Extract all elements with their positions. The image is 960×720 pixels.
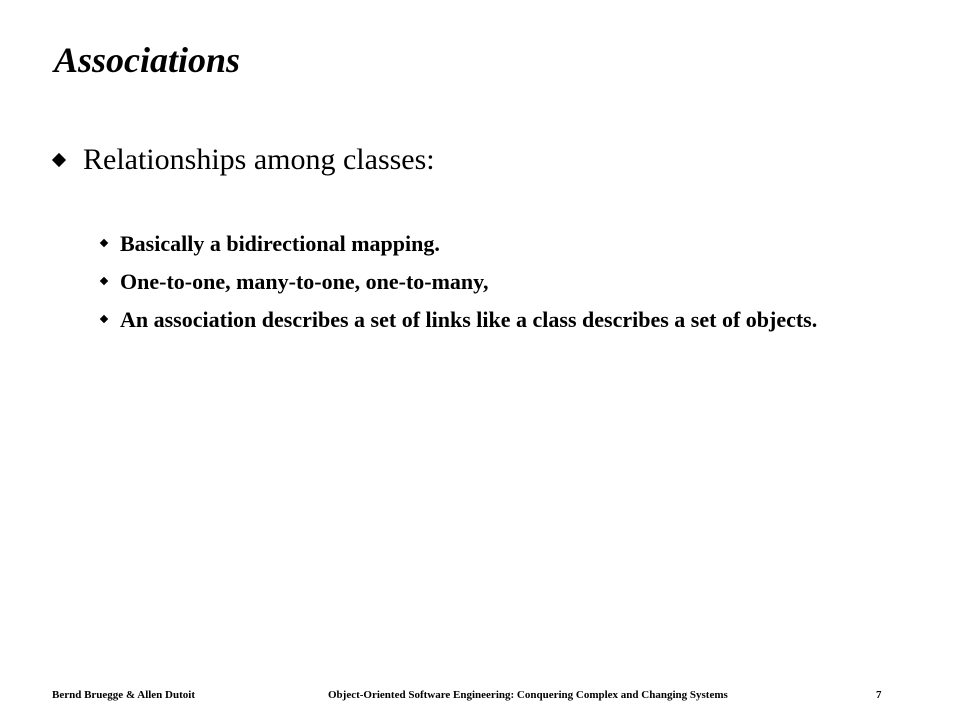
sub-bullet-item — [100, 306, 890, 333]
diamond-bullet-icon — [100, 315, 108, 323]
footer-book-title: Object-Oriented Software Engineering: Conquering Complex and Changing Systems — [328, 689, 728, 701]
footer-page-number: 7 — [876, 689, 882, 701]
diamond-bullet-icon — [100, 239, 108, 247]
main-bullet-text: Relationships among classes: — [83, 143, 435, 176]
sub-bullet-text: One-to-one, many-to-one, one-to-many, — [120, 269, 489, 294]
diamond-bullet-icon — [52, 153, 66, 167]
main-bullet — [52, 140, 435, 180]
sub-bullet-text: Basically a bidirectional mapping. — [120, 231, 440, 256]
sub-bullet-list — [100, 230, 890, 344]
slide-title: Associations — [54, 40, 241, 80]
sub-bullet-text: An association describes a set of links like a class describes a set of objects. — [120, 307, 818, 332]
sub-bullet-item — [100, 268, 890, 295]
footer-authors: Bernd Bruegge & Allen Dutoit — [52, 689, 195, 701]
sub-bullet-item — [100, 230, 890, 257]
diamond-bullet-icon — [100, 277, 108, 285]
